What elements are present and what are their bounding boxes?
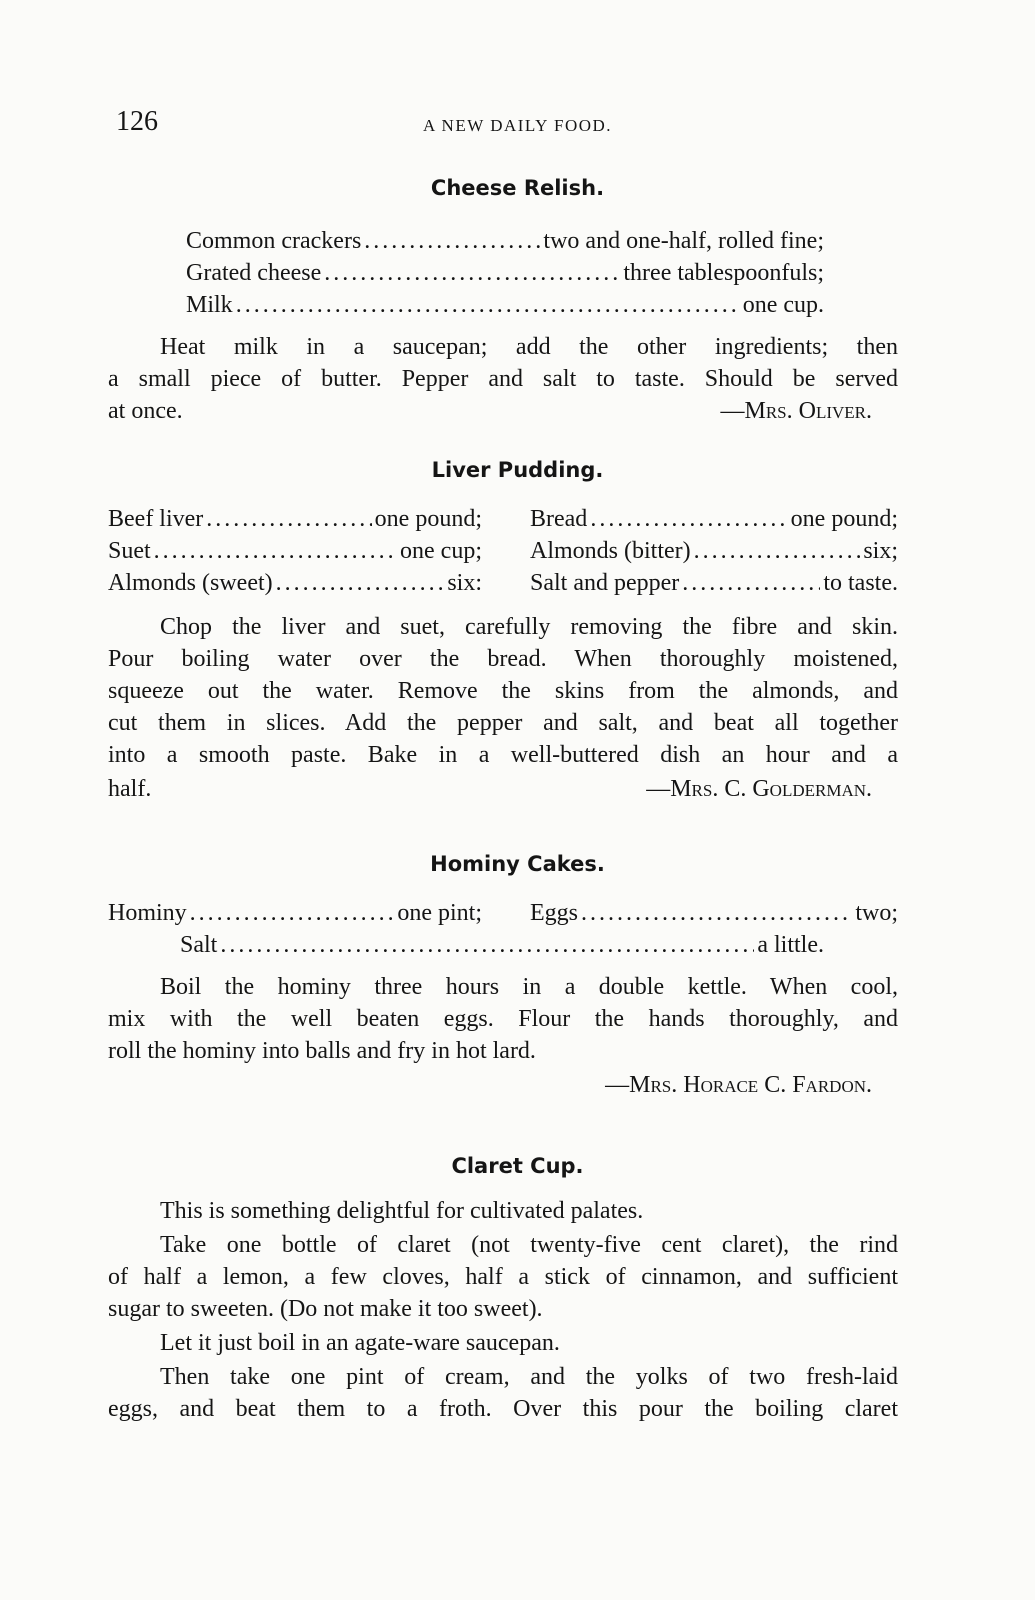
ingredient-name: Almonds (bitter) bbox=[530, 538, 691, 564]
text-line: at once. bbox=[108, 398, 183, 424]
page-header bbox=[0, 106, 1035, 146]
ingredient-amount: two; bbox=[855, 900, 898, 926]
text-line: Then take one pint of cream, and the yolks of two fresh-laid bbox=[160, 1364, 898, 1390]
recipe-title: Hominy Cakes. bbox=[430, 852, 605, 876]
ingredient-line bbox=[108, 536, 482, 566]
ingredient-amount: one cup. bbox=[742, 292, 824, 318]
ingredient-line bbox=[108, 568, 482, 598]
text-line: roll the hominy into balls and fry in hot lard. bbox=[108, 1038, 536, 1064]
ingredient-amount: one cup; bbox=[400, 538, 482, 564]
recipe-title: Claret Cup. bbox=[451, 1154, 584, 1178]
recipe-author: —Mrs. Horace C. Fardon. bbox=[605, 1072, 872, 1098]
ingredient-name: Suet bbox=[108, 538, 151, 564]
ingredient-line bbox=[108, 898, 482, 928]
ingredient-name: Beef liver bbox=[108, 506, 204, 532]
ingredient-line bbox=[186, 258, 824, 288]
ingredient-line bbox=[530, 536, 898, 566]
text-line: This is something delightful for cultivated palates. bbox=[160, 1198, 644, 1224]
ingredient-line bbox=[530, 504, 898, 534]
recipe-author: —Mrs. Oliver. bbox=[720, 398, 872, 424]
text-line: sugar to sweeten. (Do not make it too sweet). bbox=[108, 1296, 543, 1322]
text-line: of half a lemon, a few cloves, half a stick of cinnamon, and sufficient bbox=[108, 1264, 898, 1290]
text-line: Chop the liver and suet, carefully removing the fibre and skin. bbox=[160, 614, 898, 640]
ingredient-name: Salt bbox=[180, 932, 218, 958]
text-line: Boil the hominy three hours in a double kettle. When cool, bbox=[160, 974, 898, 1000]
text-line: into a smooth paste. Bake in a well-buttered dish an hour and a bbox=[108, 742, 898, 768]
text-line: Take one bottle of claret (not twenty-five cent claret), the rind bbox=[160, 1232, 898, 1258]
text-line: mix with the well beaten eggs. Flour the hands thoroughly, and bbox=[108, 1006, 898, 1032]
text-line: Pour boiling water over the bread. When thoroughly moistened, bbox=[108, 646, 898, 672]
ingredient-name: Grated cheese bbox=[186, 260, 322, 286]
ingredient-amount: one pint; bbox=[397, 900, 482, 926]
recipe-author: —Mrs. C. Golderman. bbox=[646, 776, 872, 802]
text-line: eggs, and beat them to a froth. Over this pour the boiling claret bbox=[108, 1396, 898, 1422]
ingredient-name: Salt and pepper bbox=[530, 570, 680, 596]
ingredient-line bbox=[186, 226, 824, 256]
running-title: A NEW DAILY FOOD. bbox=[422, 116, 613, 135]
ingredient-amount: one pound; bbox=[790, 506, 898, 532]
ingredient-amount: six; bbox=[863, 538, 898, 564]
ingredient-name: Hominy bbox=[108, 900, 187, 926]
text-line: half. bbox=[108, 776, 152, 802]
ingredient-line bbox=[108, 504, 482, 534]
ingredient-amount: to taste. bbox=[823, 570, 898, 596]
ingredient-name: Eggs bbox=[530, 900, 578, 926]
recipe-title: Liver Pudding. bbox=[431, 458, 604, 482]
ingredient-name: Milk bbox=[186, 292, 233, 318]
ingredient-amount: three tablespoonfuls; bbox=[623, 260, 824, 286]
ingredient-line bbox=[186, 290, 824, 320]
ingredient-amount: a little. bbox=[757, 932, 824, 958]
ingredient-name: Common crackers bbox=[186, 228, 362, 254]
ingredient-amount: one pound; bbox=[374, 506, 482, 532]
ingredient-line bbox=[180, 930, 824, 960]
page-number: 126 bbox=[116, 106, 158, 137]
ingredient-name: Bread bbox=[530, 506, 588, 532]
text-line: Let it just boil in an agate-ware saucepan. bbox=[160, 1330, 560, 1356]
ingredient-amount: two and one-half, rolled fine; bbox=[543, 228, 824, 254]
text-line: cut them in slices. Add the pepper and salt, and beat all together bbox=[108, 710, 898, 736]
text-line: a small piece of butter. Pepper and salt to taste. Should be served bbox=[108, 366, 898, 392]
ingredient-name: Almonds (sweet) bbox=[108, 570, 273, 596]
text-line: Heat milk in a saucepan; add the other ingredients; then bbox=[160, 334, 898, 360]
ingredient-line bbox=[530, 568, 898, 598]
text-line: squeeze out the water. Remove the skins from the almonds, and bbox=[108, 678, 898, 704]
recipe-title: Cheese Relish. bbox=[430, 176, 605, 200]
ingredient-line bbox=[530, 898, 898, 928]
ingredient-amount: six: bbox=[447, 570, 482, 596]
